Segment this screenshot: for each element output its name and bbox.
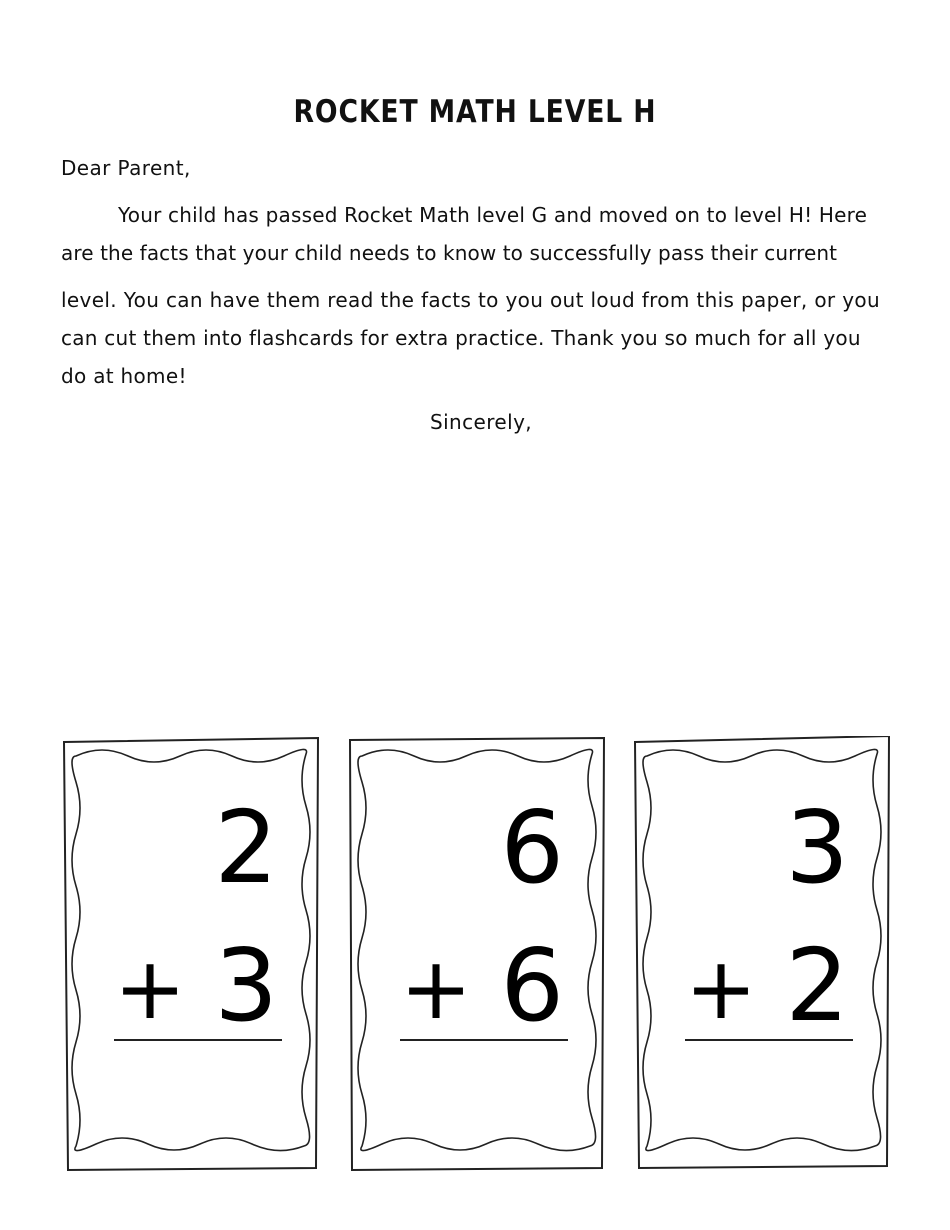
closing: Sincerely, [430, 410, 533, 434]
top-number: 2 [214, 789, 278, 906]
answer-line [114, 1039, 282, 1041]
card-border [348, 736, 606, 1172]
bottom-number: 2 [785, 927, 849, 1044]
bottom-number: 6 [500, 927, 564, 1044]
answer-line [400, 1039, 568, 1041]
letter-line: are the facts that your child needs to know to successfully pass their current [61, 241, 838, 265]
top-number: 6 [500, 789, 564, 906]
letter-line: level. You can have them read the facts to you out loud from this paper, or you [61, 288, 880, 312]
letter-line: can cut them into flashcards for extra practice. Thank you so much for all you [61, 326, 861, 350]
card-border [62, 736, 320, 1172]
plus-sign: + [685, 939, 758, 1039]
letter-line: do at home! [61, 364, 187, 388]
page-title: ROCKET MATH LEVEL H [293, 94, 657, 130]
flashcard-2 [348, 736, 606, 1172]
flashcard-3 [633, 736, 891, 1172]
card-border [633, 736, 891, 1172]
answer-line [685, 1039, 853, 1041]
letter-line: Your child has passed Rocket Math level G and moved on to level H! Here [118, 203, 868, 227]
top-number: 3 [785, 789, 849, 906]
plus-sign: + [114, 939, 187, 1039]
plus-sign: + [400, 939, 473, 1039]
salutation: Dear Parent, [61, 156, 191, 180]
bottom-number: 3 [214, 927, 278, 1044]
flashcard-1 [62, 736, 320, 1172]
